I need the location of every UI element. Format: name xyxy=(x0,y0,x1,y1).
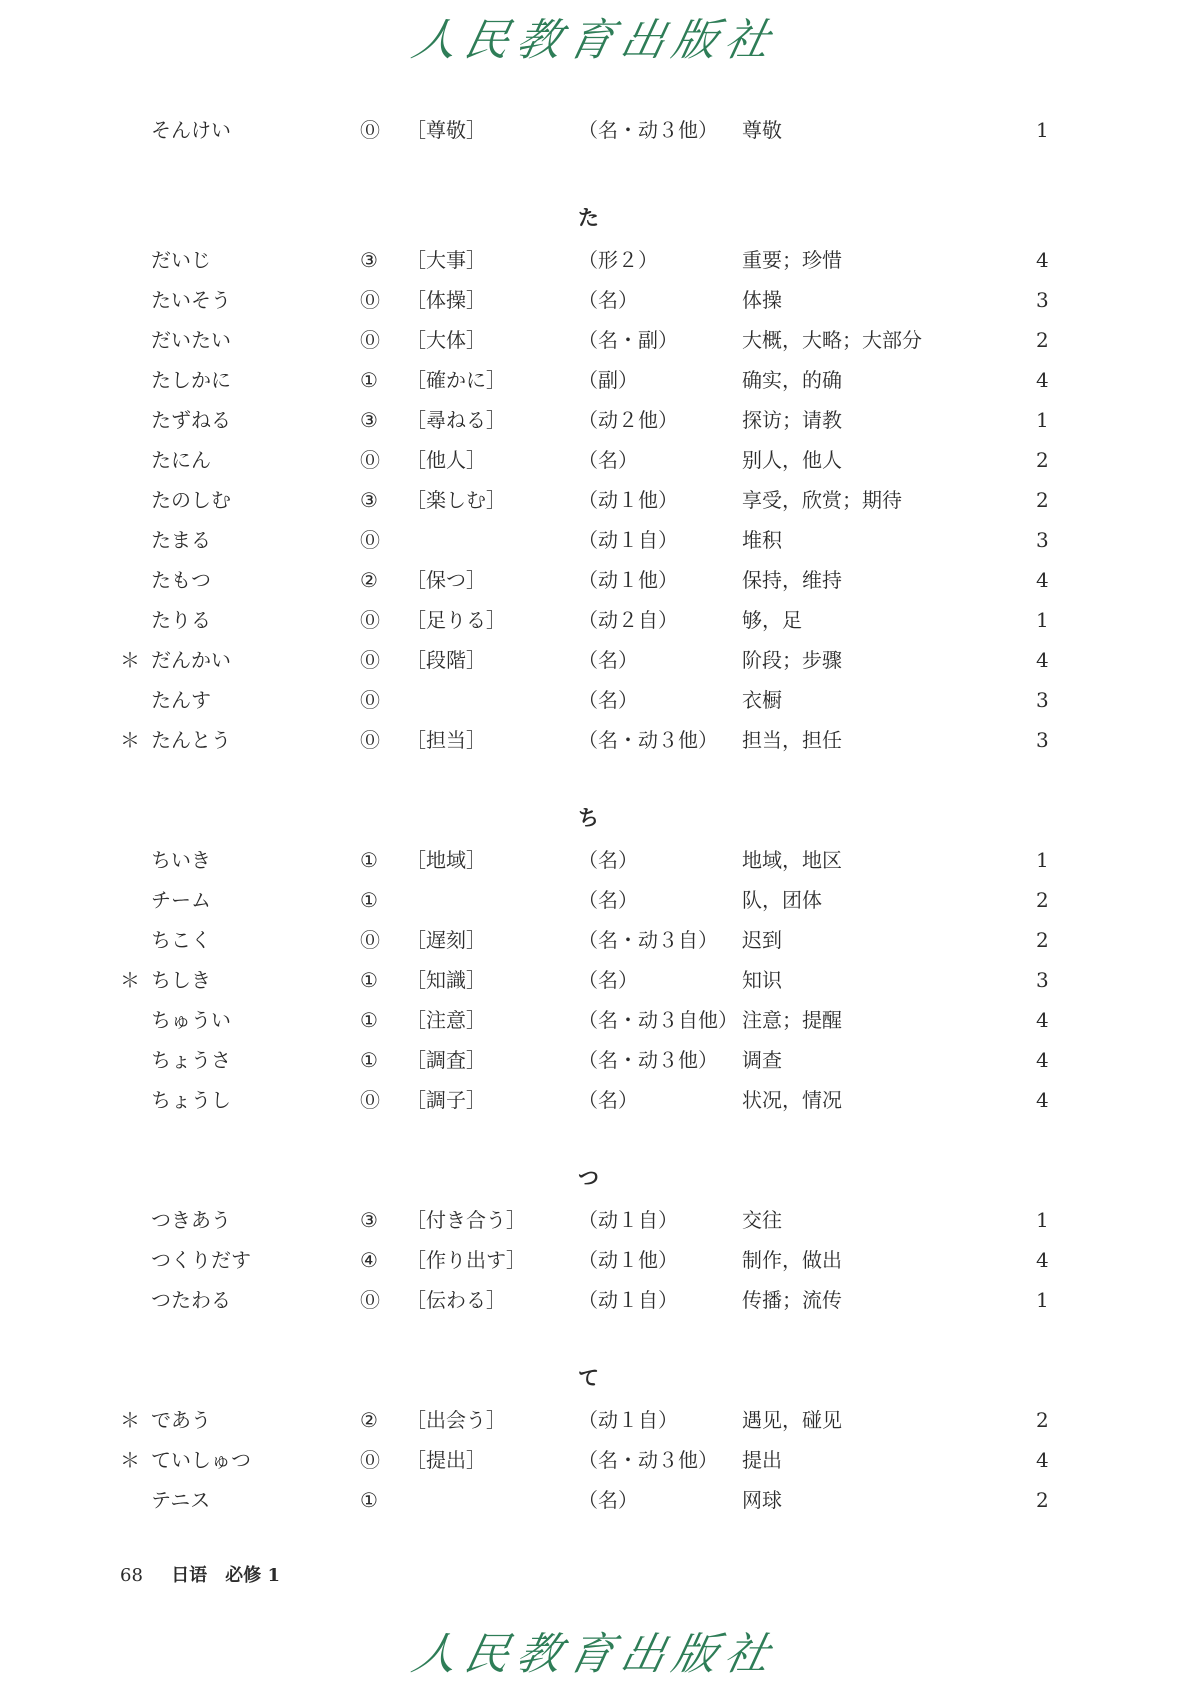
kana: たんとう xyxy=(151,728,231,752)
meaning: 重要；珍惜 xyxy=(742,248,842,272)
vocab-row xyxy=(0,1440,1191,1480)
vocab-row xyxy=(0,560,1191,600)
kanji: ［地域］ xyxy=(406,848,486,872)
part-of-speech: （动１自） xyxy=(578,1408,678,1432)
publisher-logo-text: 人民教育出版社 xyxy=(407,15,782,66)
star-marker: ＊ xyxy=(120,728,140,752)
vocab-row xyxy=(0,320,1191,360)
lesson-number: 1 xyxy=(1036,848,1049,872)
accent-mark: ⓪ xyxy=(360,328,380,352)
kana: たもつ xyxy=(151,568,211,592)
kana: たにん xyxy=(151,448,211,472)
accent-mark: ⓪ xyxy=(360,1448,380,1472)
kanji: ［保つ］ xyxy=(406,568,486,592)
vocab-row xyxy=(0,1040,1191,1080)
kanji: ［尋ねる］ xyxy=(406,408,506,432)
meaning: 状况，情况 xyxy=(742,1088,842,1112)
vocab-row xyxy=(0,1280,1191,1320)
lesson-number: 1 xyxy=(1036,1208,1049,1232)
star-marker: ＊ xyxy=(120,1408,140,1432)
part-of-speech: （名・动３他） xyxy=(578,1048,718,1072)
section-heading-te: て xyxy=(578,1365,599,1390)
vocab-row xyxy=(0,840,1191,880)
part-of-speech: （名・动３自） xyxy=(578,928,718,952)
kana: たりる xyxy=(151,608,211,632)
meaning: 衣橱 xyxy=(742,688,782,712)
accent-mark: ⓪ xyxy=(360,448,380,472)
kana: たずねる xyxy=(151,408,231,432)
meaning: 担当，担任 xyxy=(742,728,842,752)
lesson-number: 4 xyxy=(1036,648,1049,672)
part-of-speech: （名） xyxy=(578,968,638,992)
kanji: ［知識］ xyxy=(406,968,486,992)
part-of-speech: （名・动３他） xyxy=(578,1448,718,1472)
meaning: 堆积 xyxy=(742,528,782,552)
vocab-row xyxy=(0,520,1191,560)
meaning: 地域，地区 xyxy=(742,848,842,872)
meaning: 迟到 xyxy=(742,928,782,952)
lesson-number: 3 xyxy=(1036,968,1049,992)
meaning: 够，足 xyxy=(742,608,802,632)
lesson-number: 4 xyxy=(1036,1048,1049,1072)
star-marker: ＊ xyxy=(120,968,140,992)
lesson-number: 1 xyxy=(1036,608,1049,632)
part-of-speech: （动１他） xyxy=(578,488,678,512)
lesson-number: 2 xyxy=(1036,448,1049,472)
kanji: ［調査］ xyxy=(406,1048,486,1072)
kana: つくりだす xyxy=(151,1248,251,1272)
part-of-speech: （动１自） xyxy=(578,1208,678,1232)
lesson-number: 3 xyxy=(1036,528,1049,552)
vocab-row xyxy=(0,1080,1191,1120)
kana: そんけい xyxy=(151,118,231,142)
vocab-row xyxy=(0,360,1191,400)
vocab-row xyxy=(0,240,1191,280)
lesson-number: 4 xyxy=(1036,248,1049,272)
part-of-speech: （动１他） xyxy=(578,1248,678,1272)
kana: ていしゅつ xyxy=(151,1448,251,1472)
meaning: 网球 xyxy=(742,1488,782,1512)
meaning: 注意；提醒 xyxy=(742,1008,842,1032)
kana: だいじ xyxy=(151,248,211,272)
accent-mark: ③ xyxy=(360,1208,378,1232)
part-of-speech: （名・动３他） xyxy=(578,728,718,752)
meaning: 知识 xyxy=(742,968,782,992)
kanji: ［提出］ xyxy=(406,1448,486,1472)
meaning: 享受，欣赏；期待 xyxy=(742,488,902,512)
kanji: ［段階］ xyxy=(406,648,486,672)
lesson-number: 4 xyxy=(1036,1448,1049,1472)
kanji: ［他人］ xyxy=(406,448,486,472)
kana: ちょうさ xyxy=(151,1048,231,1072)
part-of-speech: （副） xyxy=(578,368,638,392)
meaning: 队，团体 xyxy=(742,888,822,912)
meaning: 阶段；步骤 xyxy=(742,648,842,672)
lesson-number: 1 xyxy=(1036,408,1049,432)
meaning: 交往 xyxy=(742,1208,782,1232)
part-of-speech: （名） xyxy=(578,1088,638,1112)
accent-mark: ② xyxy=(360,568,378,592)
part-of-speech: （名） xyxy=(578,448,638,472)
vocab-row xyxy=(0,600,1191,640)
accent-mark: ① xyxy=(360,1048,378,1072)
accent-mark: ⓪ xyxy=(360,728,380,752)
vocab-row xyxy=(0,960,1191,1000)
vocab-row xyxy=(0,1000,1191,1040)
lesson-number: 4 xyxy=(1036,1088,1049,1112)
accent-mark: ⓪ xyxy=(360,1288,380,1312)
kana: たいそう xyxy=(151,288,231,312)
vocab-row xyxy=(0,680,1191,720)
lesson-number: 3 xyxy=(1036,288,1049,312)
accent-mark: ⓪ xyxy=(360,118,380,142)
kanji: ［作り出す］ xyxy=(406,1248,526,1272)
accent-mark: ① xyxy=(360,368,378,392)
publisher-logo-bottom xyxy=(0,1618,1191,1682)
accent-mark: ① xyxy=(360,968,378,992)
lesson-number: 1 xyxy=(1036,118,1049,142)
kana: たんす xyxy=(151,688,211,712)
part-of-speech: （名・动３他） xyxy=(578,118,718,142)
kana: ちいき xyxy=(151,848,211,872)
section-heading-ta: た xyxy=(578,205,599,230)
accent-mark: ⓪ xyxy=(360,288,380,312)
meaning: 提出 xyxy=(742,1448,782,1472)
kanji: ［足りる］ xyxy=(406,608,506,632)
part-of-speech: （动２他） xyxy=(578,408,678,432)
kanji: ［出会う］ xyxy=(406,1408,506,1432)
accent-mark: ② xyxy=(360,1408,378,1432)
kana: であう xyxy=(151,1408,211,1432)
accent-mark: ⓪ xyxy=(360,648,380,672)
vocab-row xyxy=(0,1480,1191,1520)
accent-mark: ③ xyxy=(360,248,378,272)
meaning: 大概，大略；大部分 xyxy=(742,328,922,352)
kanji: ［体操］ xyxy=(406,288,486,312)
kana: ちこく xyxy=(151,928,211,952)
section-heading-chi: ち xyxy=(578,805,599,830)
vocab-row xyxy=(0,400,1191,440)
part-of-speech: （动１他） xyxy=(578,568,678,592)
part-of-speech: （名・副） xyxy=(578,328,678,352)
star-marker: ＊ xyxy=(120,648,140,672)
kanji: ［尊敬］ xyxy=(406,118,486,142)
meaning: 传播；流传 xyxy=(742,1288,842,1312)
section-heading-tsu: つ xyxy=(578,1165,599,1190)
part-of-speech: （动１自） xyxy=(578,528,678,552)
vocab-row xyxy=(0,440,1191,480)
lesson-number: 2 xyxy=(1036,888,1049,912)
meaning: 体操 xyxy=(742,288,782,312)
meaning: 调查 xyxy=(742,1048,782,1072)
part-of-speech: （名） xyxy=(578,688,638,712)
kana: たまる xyxy=(151,528,211,552)
kanji: ［遅刻］ xyxy=(406,928,486,952)
vocab-row xyxy=(0,480,1191,520)
lesson-number: 2 xyxy=(1036,1408,1049,1432)
lesson-number: 4 xyxy=(1036,1248,1049,1272)
lesson-number: 2 xyxy=(1036,928,1049,952)
kana: チーム xyxy=(151,888,211,912)
vocab-row xyxy=(0,1240,1191,1280)
vocab-row xyxy=(0,1400,1191,1440)
book-title: 日语 必修 1 xyxy=(171,1565,280,1586)
accent-mark: ⓪ xyxy=(360,608,380,632)
kanji: ［注意］ xyxy=(406,1008,486,1032)
accent-mark: ① xyxy=(360,1488,378,1512)
part-of-speech: （名） xyxy=(578,288,638,312)
kana: つきあう xyxy=(151,1208,231,1232)
accent-mark: ③ xyxy=(360,488,378,512)
lesson-number: 4 xyxy=(1036,568,1049,592)
vocab-row xyxy=(0,1200,1191,1240)
vocab-row xyxy=(0,110,1191,150)
kanji: ［大事］ xyxy=(406,248,486,272)
kana: テニス xyxy=(151,1488,211,1512)
kanji: ［伝わる］ xyxy=(406,1288,506,1312)
kanji: ［確かに］ xyxy=(406,368,506,392)
vocab-row xyxy=(0,280,1191,320)
kanji: ［付き合う］ xyxy=(406,1208,526,1232)
lesson-number: 4 xyxy=(1036,368,1049,392)
kana: だんかい xyxy=(151,648,231,672)
meaning: 探访；请教 xyxy=(742,408,842,432)
part-of-speech: （名） xyxy=(578,888,638,912)
lesson-number: 2 xyxy=(1036,488,1049,512)
lesson-number: 2 xyxy=(1036,328,1049,352)
page-number: 68 xyxy=(120,1565,143,1586)
accent-mark: ④ xyxy=(360,1248,378,1272)
kanji: ［担当］ xyxy=(406,728,486,752)
part-of-speech: （形２） xyxy=(578,248,658,272)
lesson-number: 1 xyxy=(1036,1288,1049,1312)
kana: ちゅうい xyxy=(151,1008,231,1032)
meaning: 确实，的确 xyxy=(742,368,842,392)
meaning: 别人，他人 xyxy=(742,448,842,472)
lesson-number: 3 xyxy=(1036,728,1049,752)
vocab-row xyxy=(0,880,1191,920)
meaning: 制作，做出 xyxy=(742,1248,842,1272)
vocab-row xyxy=(0,640,1191,680)
part-of-speech: （动１自） xyxy=(578,1288,678,1312)
part-of-speech: （名） xyxy=(578,848,638,872)
kana: ちょうし xyxy=(151,1088,231,1112)
accent-mark: ① xyxy=(360,888,378,912)
accent-mark: ⓪ xyxy=(360,928,380,952)
accent-mark: ⓪ xyxy=(360,528,380,552)
accent-mark: ① xyxy=(360,1008,378,1032)
accent-mark: ③ xyxy=(360,408,378,432)
accent-mark: ⓪ xyxy=(360,1088,380,1112)
kanji: ［楽しむ］ xyxy=(406,488,506,512)
part-of-speech: （名・动３自他） xyxy=(578,1008,738,1032)
lesson-number: 2 xyxy=(1036,1488,1049,1512)
part-of-speech: （名） xyxy=(578,1488,638,1512)
kanji: ［大体］ xyxy=(406,328,486,352)
accent-mark: ① xyxy=(360,848,378,872)
star-marker: ＊ xyxy=(120,1448,140,1472)
page-footer xyxy=(120,1559,280,1593)
publisher-logo-text: 人民教育出版社 xyxy=(407,1629,782,1680)
kana: たしかに xyxy=(151,368,231,392)
kana: つたわる xyxy=(151,1288,231,1312)
vocab-row xyxy=(0,720,1191,760)
lesson-number: 4 xyxy=(1036,1008,1049,1032)
part-of-speech: （名） xyxy=(578,648,638,672)
vocab-row xyxy=(0,920,1191,960)
part-of-speech: （动２自） xyxy=(578,608,678,632)
lesson-number: 3 xyxy=(1036,688,1049,712)
accent-mark: ⓪ xyxy=(360,688,380,712)
kanji: ［調子］ xyxy=(406,1088,486,1112)
meaning: 遇见，碰见 xyxy=(742,1408,842,1432)
kana: だいたい xyxy=(151,328,231,352)
meaning: 尊敬 xyxy=(742,118,782,142)
kana: ちしき xyxy=(151,968,211,992)
meaning: 保持，维持 xyxy=(742,568,842,592)
kana: たのしむ xyxy=(151,488,231,512)
